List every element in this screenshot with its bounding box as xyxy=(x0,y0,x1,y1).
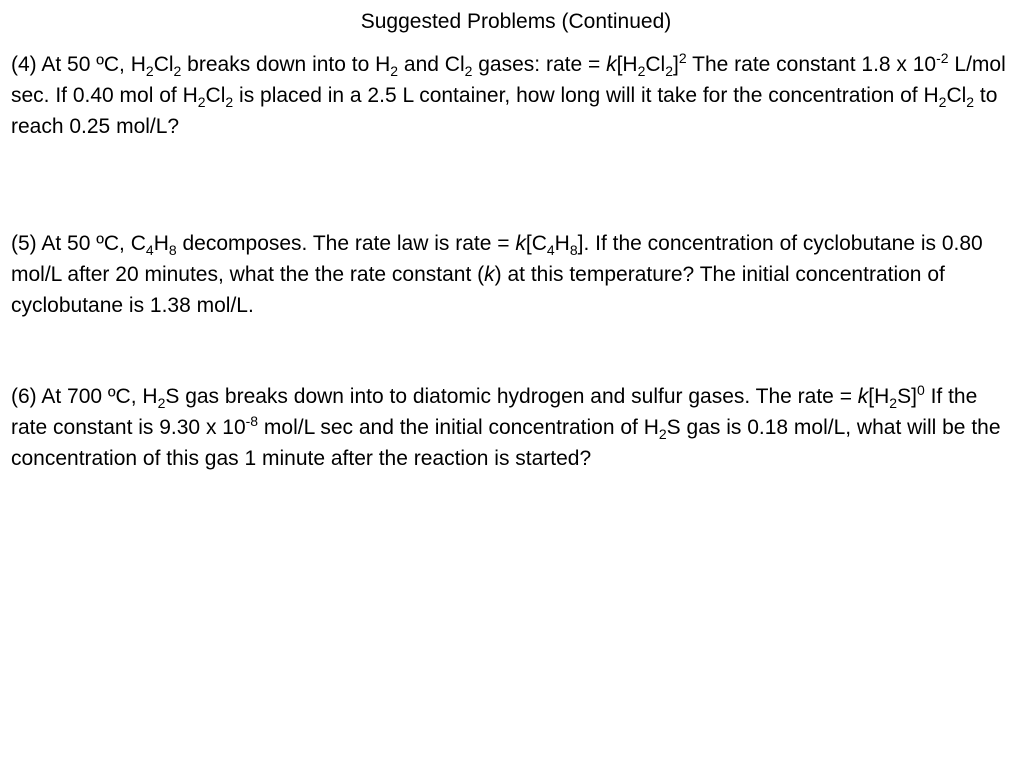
text-run: S] xyxy=(897,385,917,408)
text-run: (6) At 700 ºC, H xyxy=(11,385,158,408)
text-run: H xyxy=(554,232,570,255)
italic-symbol: k xyxy=(484,263,495,286)
text-run: ] xyxy=(673,53,679,76)
subscript: 2 xyxy=(157,395,166,411)
text-run: ]. If the concentration of cyclobutane is 0.80 mol/L after 20 minutes, what the the rate constant ( xyxy=(11,232,983,286)
text-run: [H xyxy=(616,53,638,76)
subscript: 2 xyxy=(464,63,473,79)
text-run: ) at this temperature? The initial concentration of cyclobutane is 1.38 mol/L. xyxy=(11,263,945,317)
text-run: Cl xyxy=(153,53,174,76)
superscript: -2 xyxy=(936,50,949,66)
subscript: 8 xyxy=(168,242,177,258)
subscript: 2 xyxy=(225,94,234,110)
italic-symbol: k xyxy=(606,53,617,76)
superscript: 2 xyxy=(678,50,687,66)
problem-4 xyxy=(11,49,1016,142)
subscript: 2 xyxy=(390,63,399,79)
subscript: 2 xyxy=(637,63,646,79)
subscript: 2 xyxy=(197,94,206,110)
text-run: If the rate constant is 9.30 x 10 xyxy=(11,385,978,439)
text-run: gases: rate = xyxy=(472,53,607,76)
text-run: L/mol sec. If 0.40 mol of H xyxy=(11,53,1006,107)
text-run: S gas breaks down into to diatomic hydrogen and sulfur gases. The rate = xyxy=(165,385,858,408)
text-run: breaks down into to H xyxy=(181,53,391,76)
text-run: decomposes. The rate law is rate = xyxy=(176,232,516,255)
slide-title: Suggested Problems (Continued) xyxy=(360,10,672,33)
subscript: 8 xyxy=(569,242,578,258)
text-run: (5) At 50 ºC, C xyxy=(11,232,146,255)
subscript: 2 xyxy=(173,63,182,79)
text-run: (4) At 50 ºC, H xyxy=(11,53,146,76)
subscript: 2 xyxy=(889,395,898,411)
superscript: 0 xyxy=(916,382,925,398)
subscript: 2 xyxy=(658,426,667,442)
subscript: 2 xyxy=(145,63,154,79)
problem-5 xyxy=(11,228,1016,321)
text-run: Cl xyxy=(645,53,666,76)
text-run: to reach 0.25 mol/L? xyxy=(11,84,998,138)
text-run: [C xyxy=(525,232,547,255)
text-run: H xyxy=(153,232,169,255)
text-run: S gas is 0.18 mol/L, what will be the concentration of this gas 1 minute after the reaction is started? xyxy=(11,416,1001,470)
italic-symbol: k xyxy=(857,385,869,408)
subscript: 2 xyxy=(665,63,674,79)
subscript: 2 xyxy=(938,94,947,110)
italic-symbol: k xyxy=(515,232,526,255)
text-run: is placed in a 2.5 L container, how long will it take for the concentration of H xyxy=(233,84,939,107)
subscript: 4 xyxy=(546,242,555,258)
subscript: 2 xyxy=(966,94,975,110)
problem-6 xyxy=(11,381,1016,474)
text-run: The rate constant 1.8 x 10 xyxy=(686,53,937,76)
text-run: Cl xyxy=(946,84,967,107)
text-run: and Cl xyxy=(398,53,465,76)
text-run: [H xyxy=(868,385,890,408)
text-run: mol/L sec and the initial concentration of H xyxy=(258,416,659,439)
superscript: -8 xyxy=(245,413,259,429)
text-run: Cl xyxy=(205,84,226,107)
subscript: 4 xyxy=(145,242,154,258)
